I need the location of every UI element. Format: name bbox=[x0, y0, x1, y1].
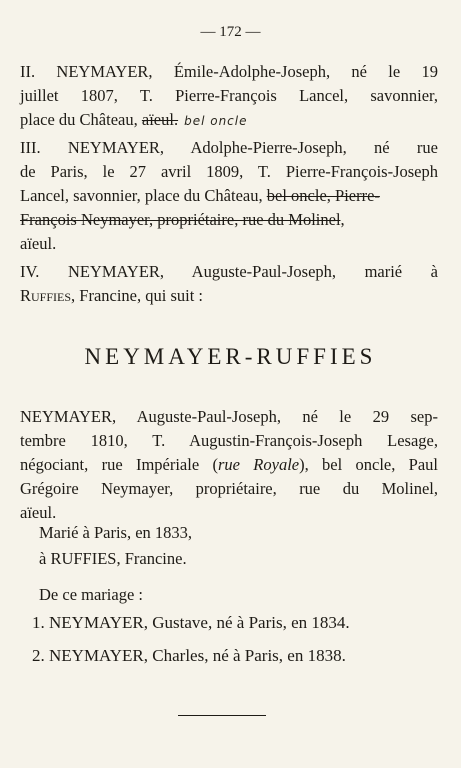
marriage-line-2: à RUFFIES, Francine. bbox=[39, 549, 187, 568]
struck-text: bel oncle, Pierre- bbox=[266, 186, 380, 205]
struck-text: aïeul. bbox=[141, 110, 179, 129]
closing-rule bbox=[178, 715, 266, 716]
section-title: NEYMAYER-RUFFIES bbox=[84, 344, 377, 369]
marriage-line-1: Marié à Paris, en 1833, bbox=[39, 523, 193, 542]
child-item: 1. NEYMAYER, Gustave, né à Paris, en 1834. bbox=[32, 613, 350, 632]
entry-emile-adolphe-joseph: II. NEYMAYER, Émile-Adolphe-Joseph, né le 19 juillet 1807, T. Pierre-François Lancel, savonnier, place du Château, aïeul. bel oncle bbox=[20, 62, 438, 129]
children-intro: De ce mariage : bbox=[39, 585, 143, 604]
page-number: — 172 — bbox=[200, 24, 261, 40]
handwritten-annotation: bel oncle bbox=[184, 114, 248, 128]
entry-adolphe-pierre-joseph: III. NEYMAYER, Adolphe-Pierre-Joseph, né rue de Paris, le 27 avril 1809, T. Pierre-François-Joseph Lancel, savonnier, place du Château, bel oncle, Pierre- François Neymayer, propriétaire, rue du Molinel, aïeul. bbox=[20, 138, 438, 253]
child-item: 2. NEYMAYER, Charles, né à Paris, en 1838. bbox=[32, 646, 346, 665]
struck-text: François Neymayer, propriétaire, rue du Molinel bbox=[20, 210, 341, 229]
main-entry: NEYMAYER, Auguste-Paul-Joseph, né le 29 sep- tembre 1810, T. Augustin-François-Joseph Lesage, négociant, rue Impériale (rue Royale), bel oncle, Paul Grégoire Neymayer, propriétaire, rue du Molinel, aïeul. bbox=[20, 407, 439, 522]
entry-auguste-paul-joseph: IV. NEYMAYER, Auguste-Paul-Joseph, marié à Ruffies, Francine, qui suit : bbox=[20, 262, 438, 305]
